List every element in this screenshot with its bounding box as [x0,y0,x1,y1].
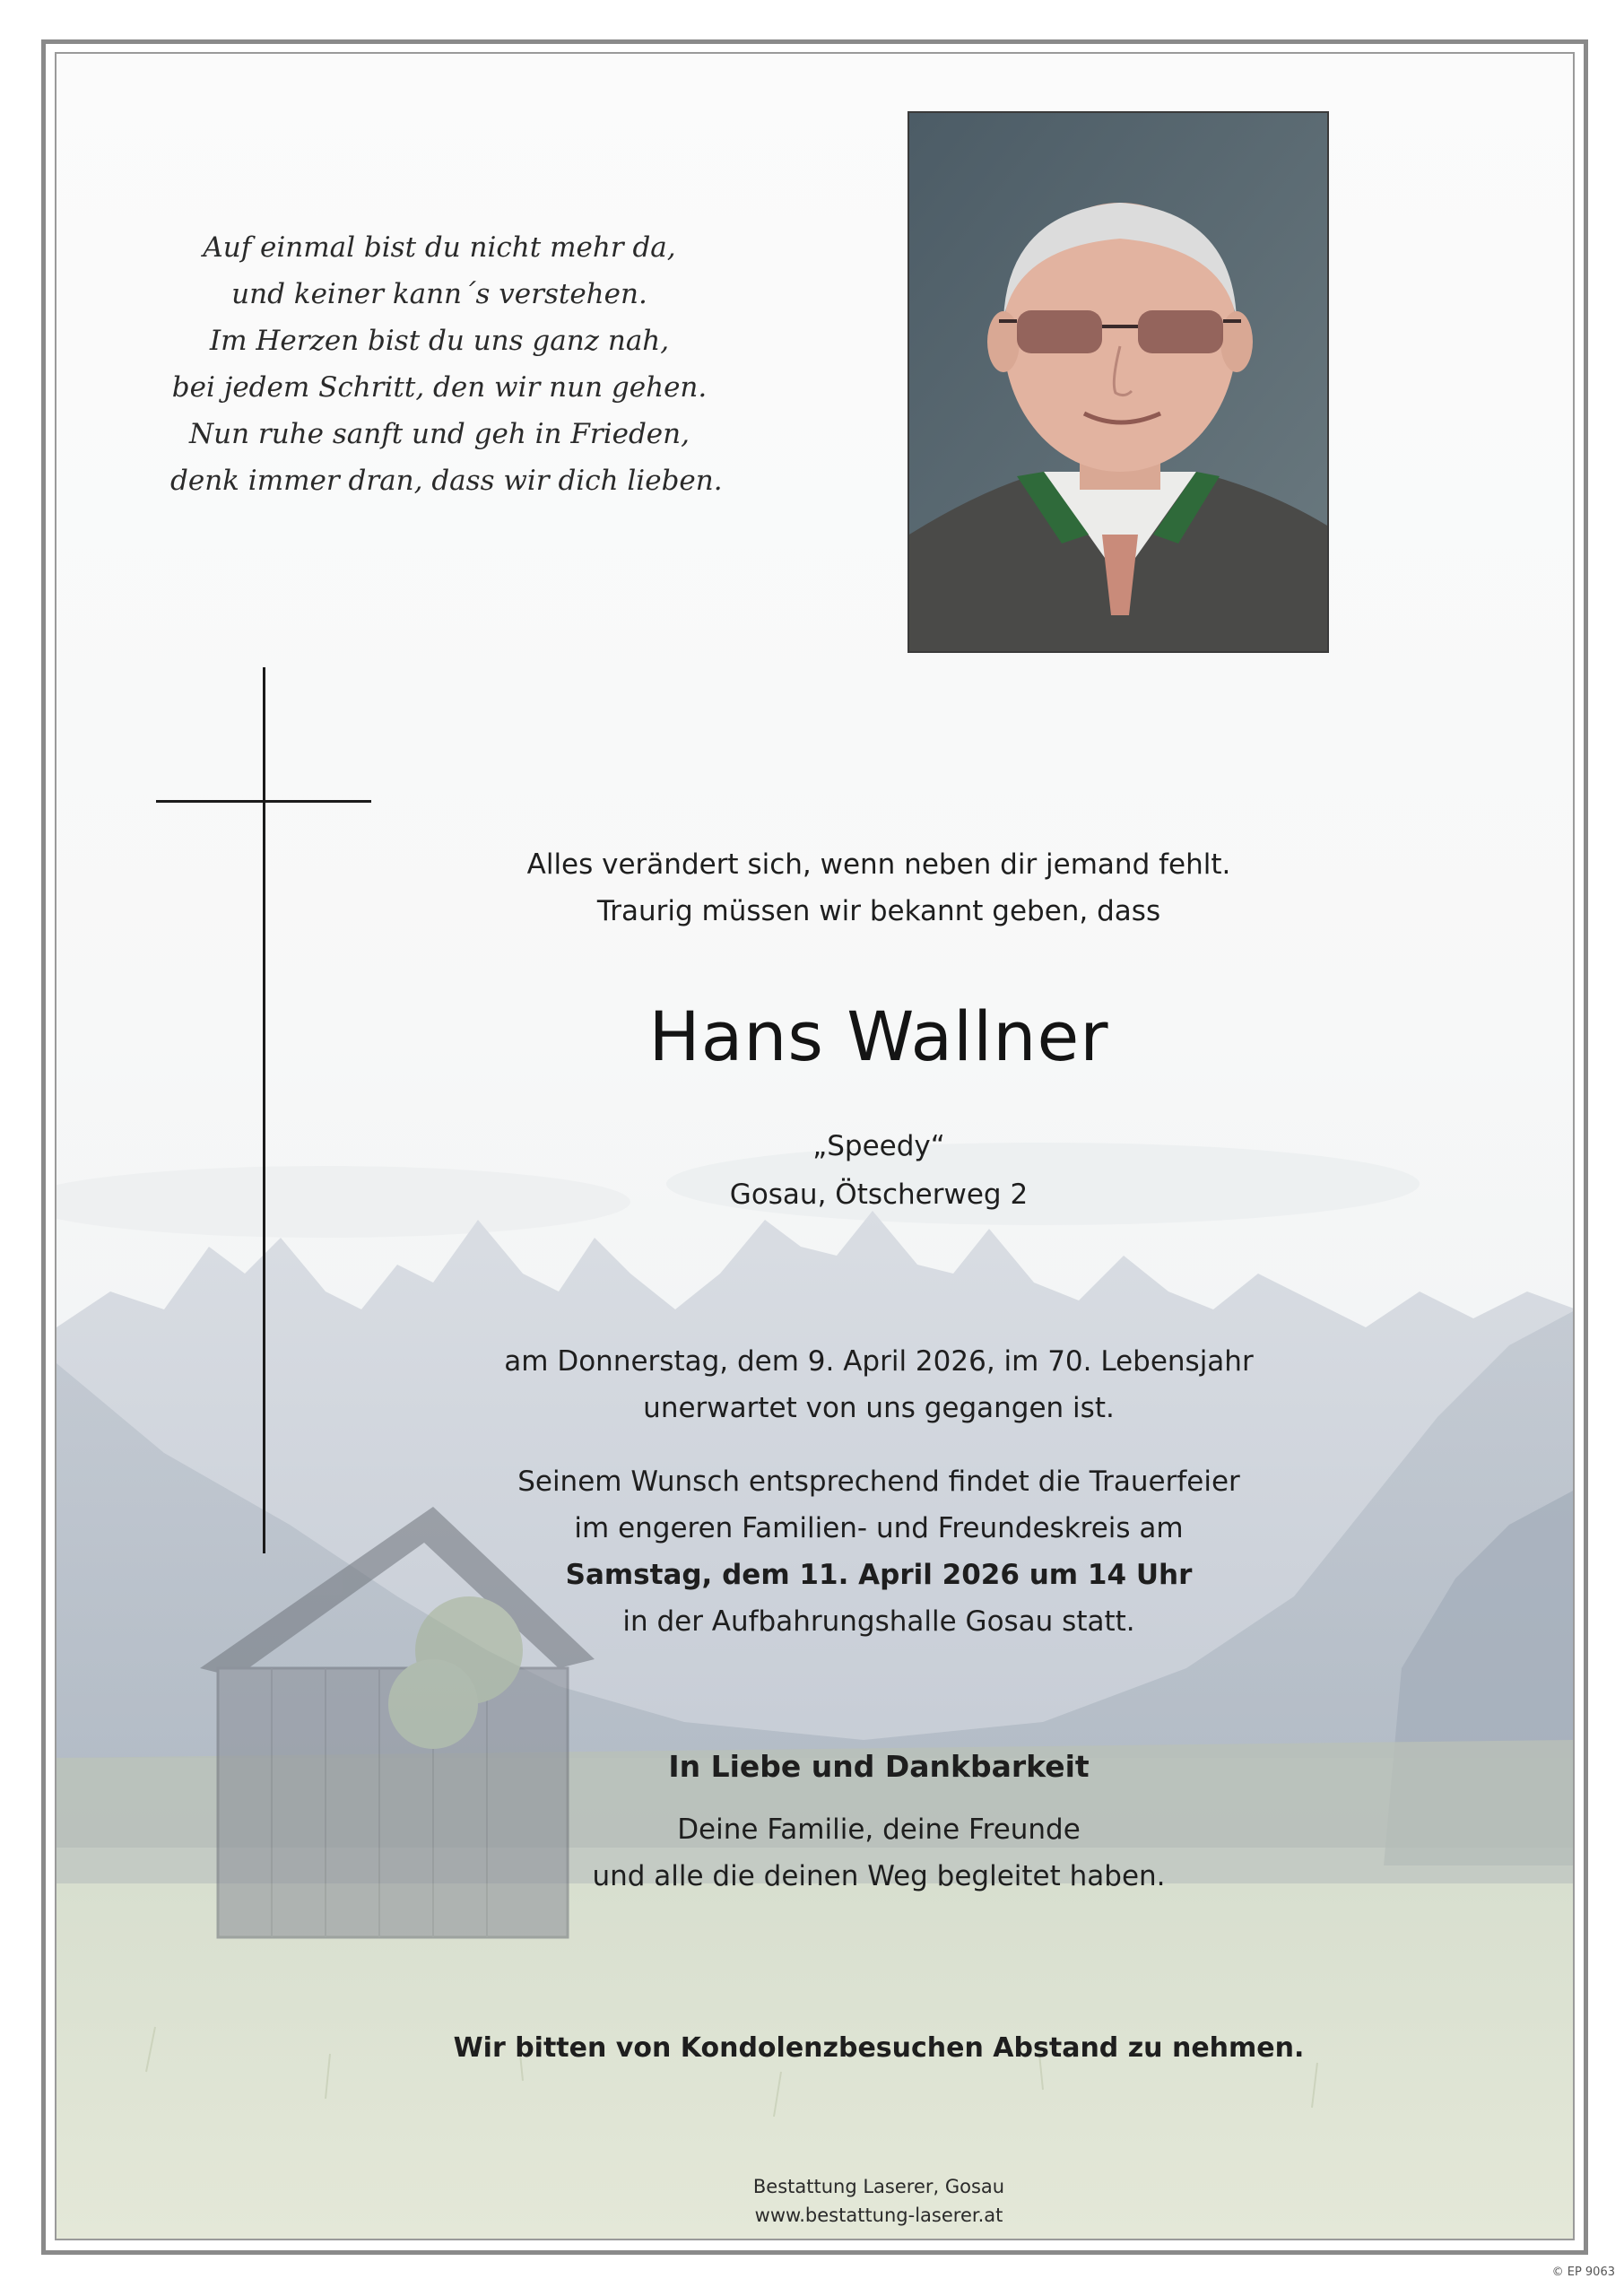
closing-line: Deine Familie, deine Freunde [677,1813,1081,1846]
ceremony-text [359,1458,1399,1645]
deceased-nickname: „Speedy“ [812,1130,945,1162]
funeral-home-website: www.bestattung-laserer.at [754,2205,1003,2226]
ceremony-line: im engeren Familien- und Freundeskreis am [574,1512,1184,1544]
funeral-home-name: Bestattung Laserer, Gosau [752,2176,1005,2197]
poem-line: Auf einmal bist du nicht mehr da, [203,231,676,264]
poem-line: denk immer dran, dass wir dich lieben. [170,465,723,497]
poem-line: und keiner kann´s verstehen. [231,278,647,310]
poem-line: Nun ruhe sanft und geh in Frieden, [189,418,690,450]
poem-line: Im Herzen bist du uns ganz nah, [209,325,670,357]
death-line: unerwartet von uns gegangen ist. [643,1392,1115,1424]
closing-heading: In Liebe und Dankbarkeit [668,1749,1090,1784]
print-code: © EP 9063 [1551,2266,1615,2279]
deceased-address: Gosau, Ötscherweg 2 [729,1178,1029,1211]
cross-horizontal-bar [156,800,371,803]
footer [359,2172,1399,2230]
closing-line: und alle die deinen Weg begleitet haben. [592,1860,1166,1892]
deceased-name: Hans Wallner [648,996,1109,1076]
poem [170,224,723,504]
portrait-photo [908,111,1329,653]
ceremony-date: Samstag, dem 11. April 2026 um 14 Uhr [565,1559,1193,1591]
ceremony-line: Seinem Wunsch entsprechend findet die Trauerfeier [517,1465,1240,1498]
death-text [359,1338,1399,1431]
intro-line: Traurig müssen wir bekannt geben, dass [596,895,1161,927]
intro-text [359,841,1399,935]
poem-line: bei jedem Schritt, den wir nun gehen. [171,371,708,404]
death-line: am Donnerstag, dem 9. April 2026, im 70. Lebensjahr [504,1345,1254,1378]
condolence-notice: Wir bitten von Kondolenzbesuchen Abstand zu nehmen. [453,2032,1305,2064]
closing-text [359,1806,1399,1900]
intro-line: Alles verändert sich, wenn neben dir jemand fehlt. [526,848,1231,881]
ceremony-line: in der Aufbahrungshalle Gosau statt. [622,1605,1135,1638]
